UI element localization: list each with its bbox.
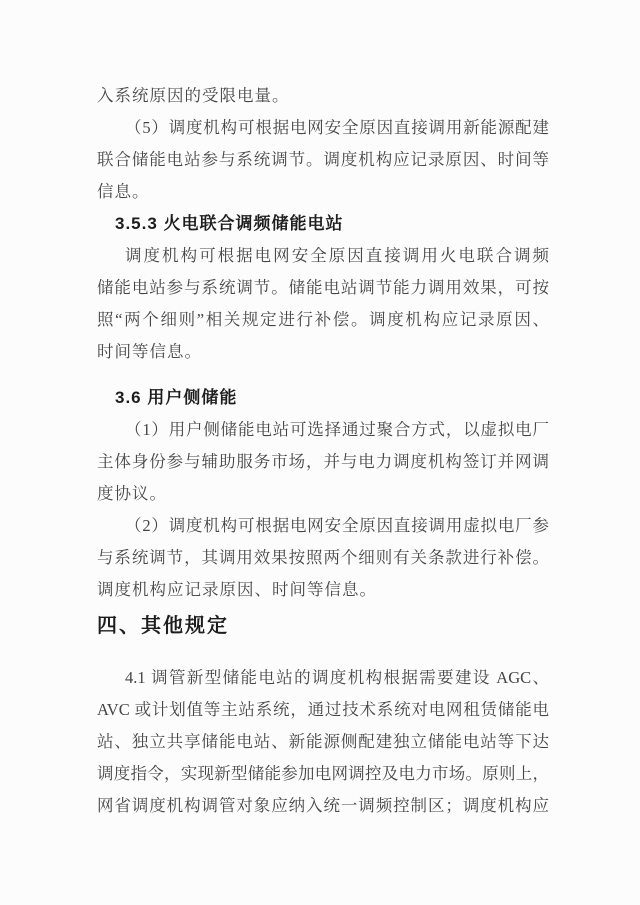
- body-line: 站、独立共享储能电站、新能源侧配建独立储能电站等下达: [97, 732, 549, 751]
- body-line: 储能电站参与系统调节。储能电站调节能力调用效果，可按: [97, 278, 549, 297]
- body-line: 入系统原因的受限电量。: [97, 86, 290, 105]
- body-line: 调度机构可根据电网安全原因直接调用火电联合调频: [125, 246, 549, 265]
- body-line: 主体身份参与辅助服务市场，并与电力调度机构签订并网调: [97, 452, 549, 471]
- body-line: 照“两个细则”相关规定进行补偿。调度机构应记录原因、: [97, 310, 549, 329]
- section-heading: 四、其他规定: [97, 615, 229, 637]
- body-line: 调度机构应记录原因、时间等信息。: [97, 580, 377, 599]
- body-line: 时间等信息。: [97, 342, 202, 361]
- body-line: （2）调度机构可根据电网安全原因直接调用虚拟电厂参: [125, 516, 549, 535]
- body-line: 4.1 调管新型储能电站的调度机构根据需要建设 AGC、: [125, 668, 549, 687]
- body-line: （5）调度机构可根据电网安全原因直接调用新能源配建: [125, 118, 549, 137]
- body-line: 度协议。: [97, 484, 167, 503]
- subsection-heading: 3.6 用户侧储能: [115, 388, 238, 407]
- body-line: 联合储能电站参与系统调节。调度机构应记录原因、时间等: [97, 150, 549, 169]
- body-line: （1）用户侧储能电站可选择通过聚合方式，以虚拟电厂: [125, 420, 549, 439]
- body-line: 信息。: [97, 182, 150, 201]
- body-line: 与系统调节，其调用效果按照两个细则有关条款进行补偿。: [97, 548, 549, 567]
- body-line: 网省调度机构调管对象应纳入统一调频控制区；调度机构应: [97, 796, 549, 815]
- body-line: 调度指令，实现新型储能参加电网调控及电力市场。原则上，: [97, 764, 549, 783]
- text-column: [97, 80, 549, 822]
- subsection-heading: 3.5.3 火电联合调频储能电站: [115, 214, 344, 233]
- body-line: AVC 或计划值等主站系统，通过技术系统对电网租赁储能电: [97, 700, 549, 719]
